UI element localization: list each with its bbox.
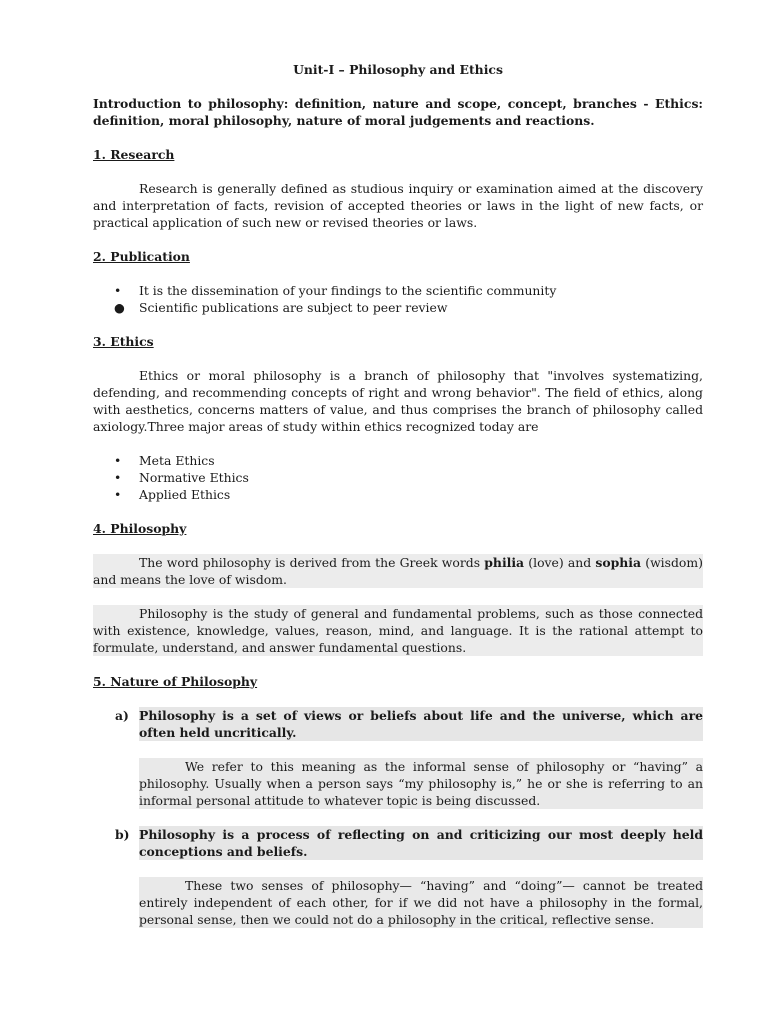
list-item (93, 282, 703, 299)
research-paragraph: Research is generally defined as studious inquiry or examination aimed at the discovery and interpretation of facts, revision of accepted theories or laws in the light of new facts, or practical application of such new or revised theories or laws. (93, 181, 703, 230)
nature-item-b (93, 826, 703, 928)
list-item (93, 486, 703, 503)
philosophy-definition-paragraph: Philosophy is the study of general and fundamental problems, such as those connected with existence, knowledge, values, reason, mind, and language. It is the rational attempt to formulate, understand, and answer fundamental questions. (93, 606, 703, 655)
nature-heading: 5. Nature of Philosophy (93, 674, 258, 689)
list-item (93, 452, 703, 469)
philosophy-etymology-paragraph (93, 554, 703, 588)
etymology-text: (love) and (524, 555, 596, 570)
bullet-icon: • (114, 453, 122, 468)
bullet-icon: ● (114, 300, 125, 315)
bullet-icon: • (114, 283, 122, 298)
greek-word-philia: philia (484, 555, 525, 570)
publication-list (93, 282, 703, 316)
nature-item-body: We refer to this meaning as the informal sense of philosophy or “having” a philosophy. Usually when a person says “my philosophy is,” he or she is referring to an informal personal attitude to whatever topic is being discussed. (139, 759, 703, 808)
list-marker: a) (115, 708, 129, 723)
intro-paragraph: Introduction to philosophy: definition, nature and scope, concept, branches - Ethics: definition, moral philosophy, nature of moral judgements and reactions. (93, 96, 703, 128)
ethics-area-text: Meta Ethics (139, 453, 215, 468)
bullet-icon: • (114, 487, 122, 502)
publication-heading: 2. Publication (93, 249, 190, 264)
nature-item-heading: Philosophy is a set of views or beliefs about life and the universe, which are often held uncritically. (139, 708, 703, 740)
nature-item-a (93, 707, 703, 809)
ethics-paragraph: Ethics or moral philosophy is a branch of philosophy that "involves systematizing, defending, and recommending concepts of right and wrong behavior". The field of ethics, along with aesthetics, concerns matters of value, and thus comprises the branch of philosophy called axiology.Three major areas of study within ethics recognized today are (93, 368, 703, 434)
list-item (93, 469, 703, 486)
publication-item-text: Scientific publications are subject to peer review (139, 300, 448, 315)
etymology-text: The word philosophy is derived from the Greek words (139, 555, 485, 570)
greek-word-sophia: sophia (595, 555, 642, 570)
ethics-heading: 3. Ethics (93, 334, 154, 349)
ethics-area-text: Normative Ethics (139, 470, 249, 485)
list-item (93, 299, 703, 316)
bullet-icon: • (114, 470, 122, 485)
list-marker: b) (115, 827, 130, 842)
document-title: Unit-I – Philosophy and Ethics (293, 62, 503, 77)
nature-item-body: These two senses of philosophy— “having” and “doing”— cannot be treated entirely independent of each other, for if we did not have a philosophy in the formal, personal sense, then we could not do a philosophy in the critical, reflective sense. (139, 878, 703, 927)
philosophy-heading: 4. Philosophy (93, 521, 187, 536)
document-body (93, 61, 703, 945)
ethics-area-text: Applied Ethics (139, 487, 231, 502)
etymology-text: (wisdom) and means the love of wisdom. (93, 555, 703, 587)
ethics-areas-list (93, 452, 703, 503)
nature-item-heading: Philosophy is a process of reflecting on and criticizing our most deeply held conceptions and beliefs. (139, 827, 703, 859)
research-heading: 1. Research (93, 147, 175, 162)
publication-item-text: It is the dissemination of your findings to the scientific community (139, 283, 557, 298)
